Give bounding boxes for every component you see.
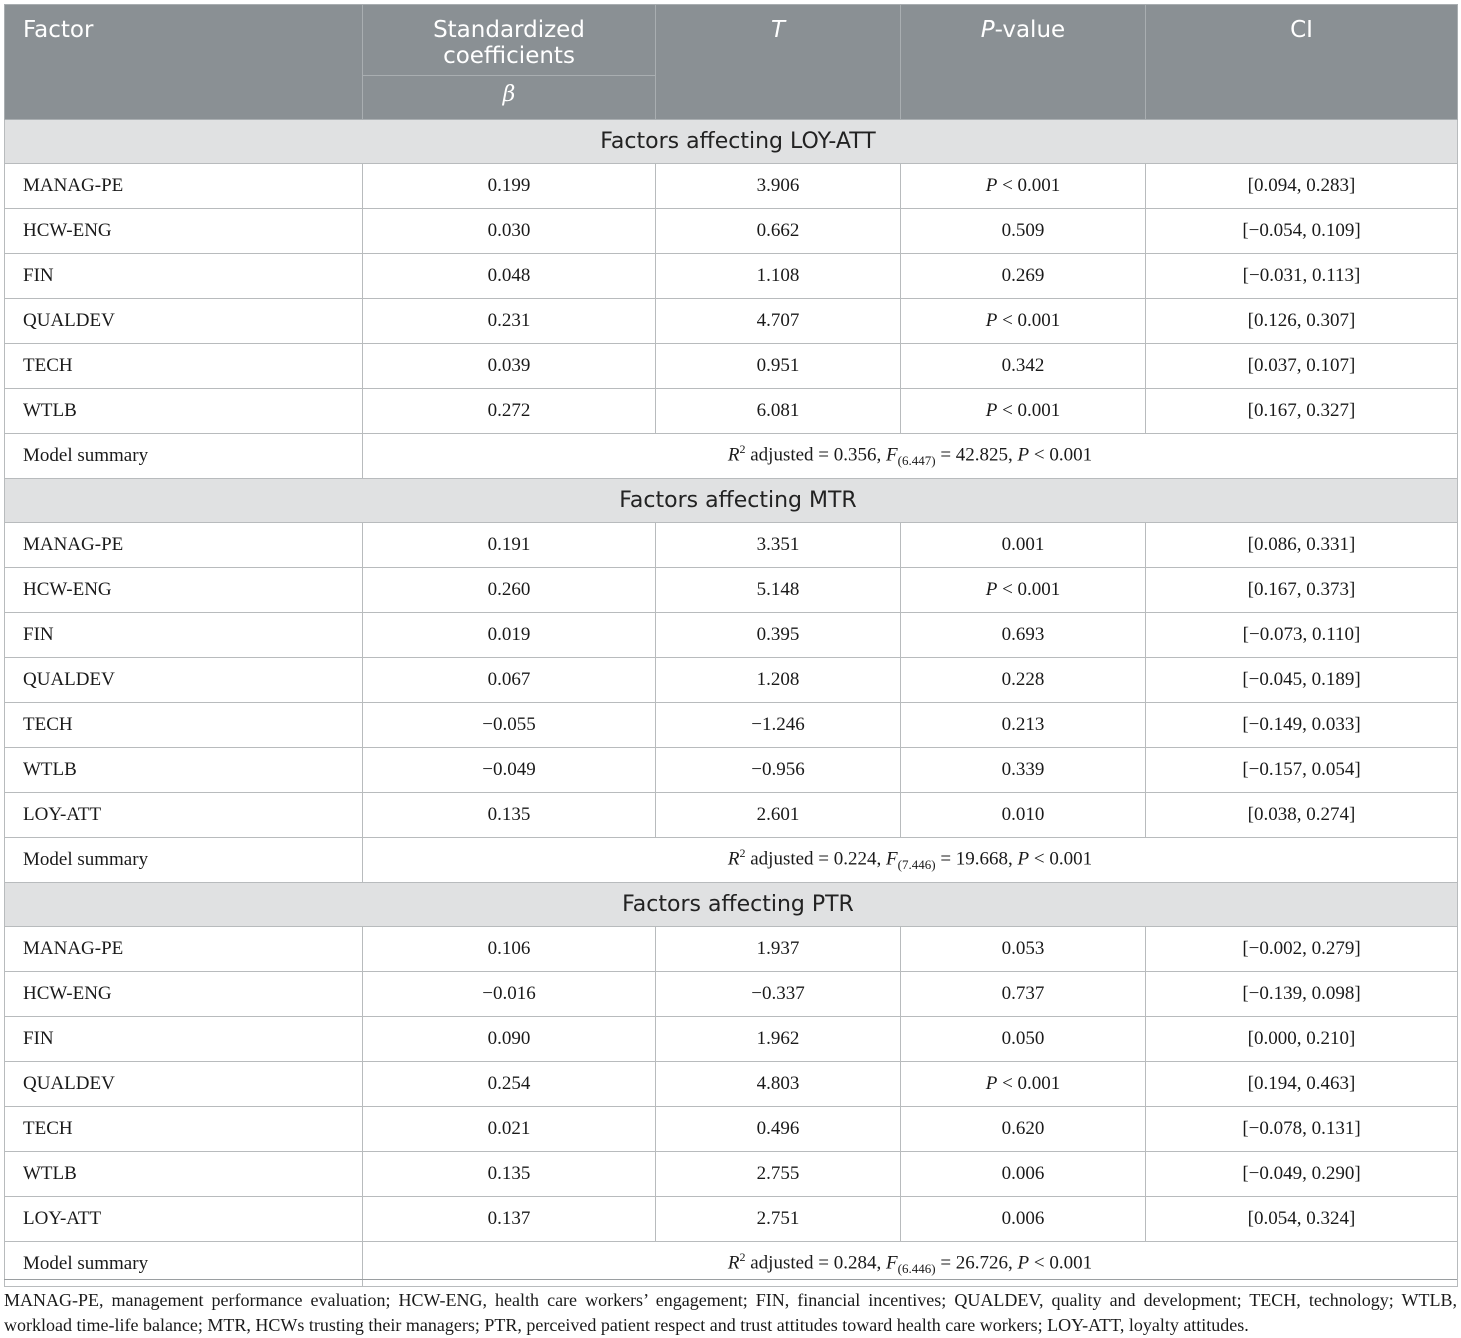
cell-t: 4.803 [656,1062,901,1107]
cell-ci: [−0.031, 0.113] [1146,254,1458,299]
table-row [5,748,1458,793]
cell-beta: 0.231 [363,299,656,344]
p-letter: P [985,400,998,421]
cell-beta: 0.039 [363,344,656,389]
cell-p-value: 0.006 [901,1197,1146,1242]
cell-t: 4.707 [656,299,901,344]
cell-p-value: 0.339 [901,748,1146,793]
header-p-rest: -value [994,17,1066,43]
cell-p-value: 0.342 [901,344,1146,389]
table-row [5,1107,1458,1152]
cell-p-value [901,568,1146,613]
cell-t: 2.755 [656,1152,901,1197]
cell-ci: [0.167, 0.373] [1146,568,1458,613]
cell-ci: [0.000, 0.210] [1146,1017,1458,1062]
p-rest: < 0.001 [997,310,1061,331]
cell-p-value [901,164,1146,209]
table-row [5,254,1458,299]
table-bottom-rule [4,1279,1457,1280]
cell-beta: 0.191 [363,523,656,568]
regression-table [4,4,1458,1287]
cell-ci: [−0.049, 0.290] [1146,1152,1458,1197]
section-row [5,479,1458,523]
cell-p-value: 0.737 [901,972,1146,1017]
cell-beta: 0.135 [363,1152,656,1197]
summary-p: < 0.001 [1033,1252,1093,1274]
r2-adjusted-value: 0.224 [833,848,877,870]
cell-beta: 0.260 [363,568,656,613]
cell-p-value: 0.620 [901,1107,1146,1152]
cell-factor: TECH [5,1107,363,1152]
cell-ci: [0.194, 0.463] [1146,1062,1458,1107]
header-p-value [901,5,1146,120]
cell-p-value: 0.228 [901,658,1146,703]
cell-ci: [−0.073, 0.110] [1146,613,1458,658]
table-row [5,164,1458,209]
header-ci: CI [1146,5,1458,120]
model-summary-row [5,434,1458,479]
cell-ci: [−0.139, 0.098] [1146,972,1458,1017]
p-letter: P [985,1073,998,1094]
cell-factor: MANAG-PE [5,164,363,209]
header-beta: β [363,76,656,120]
p-letter: P [985,310,998,331]
cell-factor: QUALDEV [5,658,363,703]
cell-ci: [0.038, 0.274] [1146,793,1458,838]
table-row [5,793,1458,838]
cell-t: 6.081 [656,389,901,434]
cell-t: 3.906 [656,164,901,209]
cell-beta: 0.048 [363,254,656,299]
cell-p-value [901,389,1146,434]
f-value: 19.668 [955,848,1009,870]
cell-beta: −0.055 [363,703,656,748]
cell-t: −0.956 [656,748,901,793]
cell-factor: HCW-ENG [5,568,363,613]
cell-beta: 0.019 [363,613,656,658]
cell-p-value: 0.006 [901,1152,1146,1197]
cell-t: 5.148 [656,568,901,613]
cell-p-value: 0.001 [901,523,1146,568]
cell-factor: QUALDEV [5,1062,363,1107]
header-p-letter: P [980,17,995,43]
table-row [5,1017,1458,1062]
cell-t: 0.496 [656,1107,901,1152]
table-row [5,1062,1458,1107]
p-rest: < 0.001 [997,400,1061,421]
p-letter: P [985,175,998,196]
cell-ci: [−0.078, 0.131] [1146,1107,1458,1152]
cell-p-value: 0.053 [901,927,1146,972]
model-summary-stats: $R^2$ adjusted = 0.284, $F_{(6.446)} = 26.726$, P < 0.001 [363,1242,1458,1287]
table-row [5,568,1458,613]
f-degrees: (6.447) [897,453,936,469]
cell-ci: [0.086, 0.331] [1146,523,1458,568]
cell-ci: [−0.002, 0.279] [1146,927,1458,972]
cell-beta: 0.272 [363,389,656,434]
f-value: 26.726 [955,1252,1009,1274]
cell-ci: [0.126, 0.307] [1146,299,1458,344]
cell-ci: [0.094, 0.283] [1146,164,1458,209]
model-summary-row [5,838,1458,883]
cell-factor: HCW-ENG [5,209,363,254]
table-row [5,523,1458,568]
cell-p-value [901,1062,1146,1107]
cell-t: 1.937 [656,927,901,972]
f-value: 42.825 [955,444,1009,466]
cell-beta: 0.254 [363,1062,656,1107]
cell-ci: [0.054, 0.324] [1146,1197,1458,1242]
section-row [5,883,1458,927]
p-rest: < 0.001 [997,1073,1061,1094]
table-footnote: MANAG-PE, management performance evaluation; HCW-ENG, health care workers’ engagement; FIN, financial incentives; QUALDEV, quality and development; TECH, technology; WTLB, workload time-life balance; MTR, HCWs trusting their managers; PTR, perceived patient respect and trust attitudes toward health care workers; LOY-ATT, loyalty attitudes. [4,1290,1457,1335]
cell-ci: [−0.157, 0.054] [1146,748,1458,793]
section-row [5,120,1458,164]
cell-factor: LOY-ATT [5,793,363,838]
table-row [5,299,1458,344]
r2-adjusted-value: 0.356 [833,444,877,466]
cell-factor: QUALDEV [5,299,363,344]
p-rest: < 0.001 [997,579,1061,600]
cell-factor: HCW-ENG [5,972,363,1017]
cell-ci: [−0.149, 0.033] [1146,703,1458,748]
table-row [5,658,1458,703]
r2-adjusted-value: 0.284 [833,1252,877,1274]
section-title: Factors affecting PTR [5,883,1458,927]
cell-beta: 0.106 [363,927,656,972]
cell-t: 0.662 [656,209,901,254]
cell-factor: FIN [5,254,363,299]
cell-t: 3.351 [656,523,901,568]
cell-factor: WTLB [5,389,363,434]
cell-t: −1.246 [656,703,901,748]
cell-p-value [901,299,1146,344]
cell-t: 1.208 [656,658,901,703]
header-t [656,5,901,120]
model-summary-label: Model summary [5,434,363,479]
cell-beta: 0.199 [363,164,656,209]
table-body [5,120,1458,1287]
table-row [5,344,1458,389]
section-title: Factors affecting LOY-ATT [5,120,1458,164]
cell-t: 0.951 [656,344,901,389]
summary-p: < 0.001 [1033,848,1093,870]
f-degrees: (6.446) [897,1261,936,1277]
cell-factor: WTLB [5,748,363,793]
cell-p-value: 0.509 [901,209,1146,254]
model-summary-label: Model summary [5,838,363,883]
model-summary-stats: $R^2$ adjusted = 0.224, $F_{(7.446)} = 19.668$, P < 0.001 [363,838,1458,883]
table-row [5,1152,1458,1197]
table-row [5,613,1458,658]
cell-t: 2.601 [656,793,901,838]
cell-beta: −0.049 [363,748,656,793]
cell-ci: [0.167, 0.327] [1146,389,1458,434]
table-row [5,972,1458,1017]
cell-beta: −0.016 [363,972,656,1017]
cell-factor: MANAG-PE [5,523,363,568]
header-t-label: T [770,17,786,43]
cell-factor: FIN [5,1017,363,1062]
regression-table-container [4,4,1457,1287]
cell-p-value: 0.269 [901,254,1146,299]
cell-factor: TECH [5,703,363,748]
table-row [5,1197,1458,1242]
cell-beta: 0.067 [363,658,656,703]
cell-beta: 0.021 [363,1107,656,1152]
summary-p: < 0.001 [1033,444,1093,466]
cell-beta: 0.135 [363,793,656,838]
cell-p-value: 0.213 [901,703,1146,748]
cell-factor: MANAG-PE [5,927,363,972]
cell-t: −0.337 [656,972,901,1017]
table-row [5,389,1458,434]
section-title: Factors affecting MTR [5,479,1458,523]
cell-ci: [0.037, 0.107] [1146,344,1458,389]
header-factor: Factor [5,5,363,120]
model-summary-stats: $R^2$ adjusted = 0.356, $F_{(6.447)} = 42.825$, P < 0.001 [363,434,1458,479]
cell-t: 2.751 [656,1197,901,1242]
cell-factor: LOY-ATT [5,1197,363,1242]
cell-p-value: 0.050 [901,1017,1146,1062]
f-degrees: (7.446) [897,857,936,873]
cell-factor: WTLB [5,1152,363,1197]
p-letter: P [985,579,998,600]
cell-t: 1.108 [656,254,901,299]
header-coef-line1: Standardized [433,17,585,43]
cell-t: 0.395 [656,613,901,658]
cell-factor: FIN [5,613,363,658]
cell-factor: TECH [5,344,363,389]
cell-beta: 0.090 [363,1017,656,1062]
p-rest: < 0.001 [997,175,1061,196]
cell-ci: [−0.054, 0.109] [1146,209,1458,254]
table-header [5,5,1458,120]
table-row [5,209,1458,254]
cell-ci: [−0.045, 0.189] [1146,658,1458,703]
cell-t: 1.962 [656,1017,901,1062]
cell-beta: 0.137 [363,1197,656,1242]
table-row [5,703,1458,748]
cell-p-value: 0.010 [901,793,1146,838]
model-summary-label: Model summary [5,1242,363,1287]
cell-p-value: 0.693 [901,613,1146,658]
header-coef-line2: coefficients [443,43,575,69]
cell-beta: 0.030 [363,209,656,254]
table-row [5,927,1458,972]
header-standardized-coefficients [363,5,656,76]
